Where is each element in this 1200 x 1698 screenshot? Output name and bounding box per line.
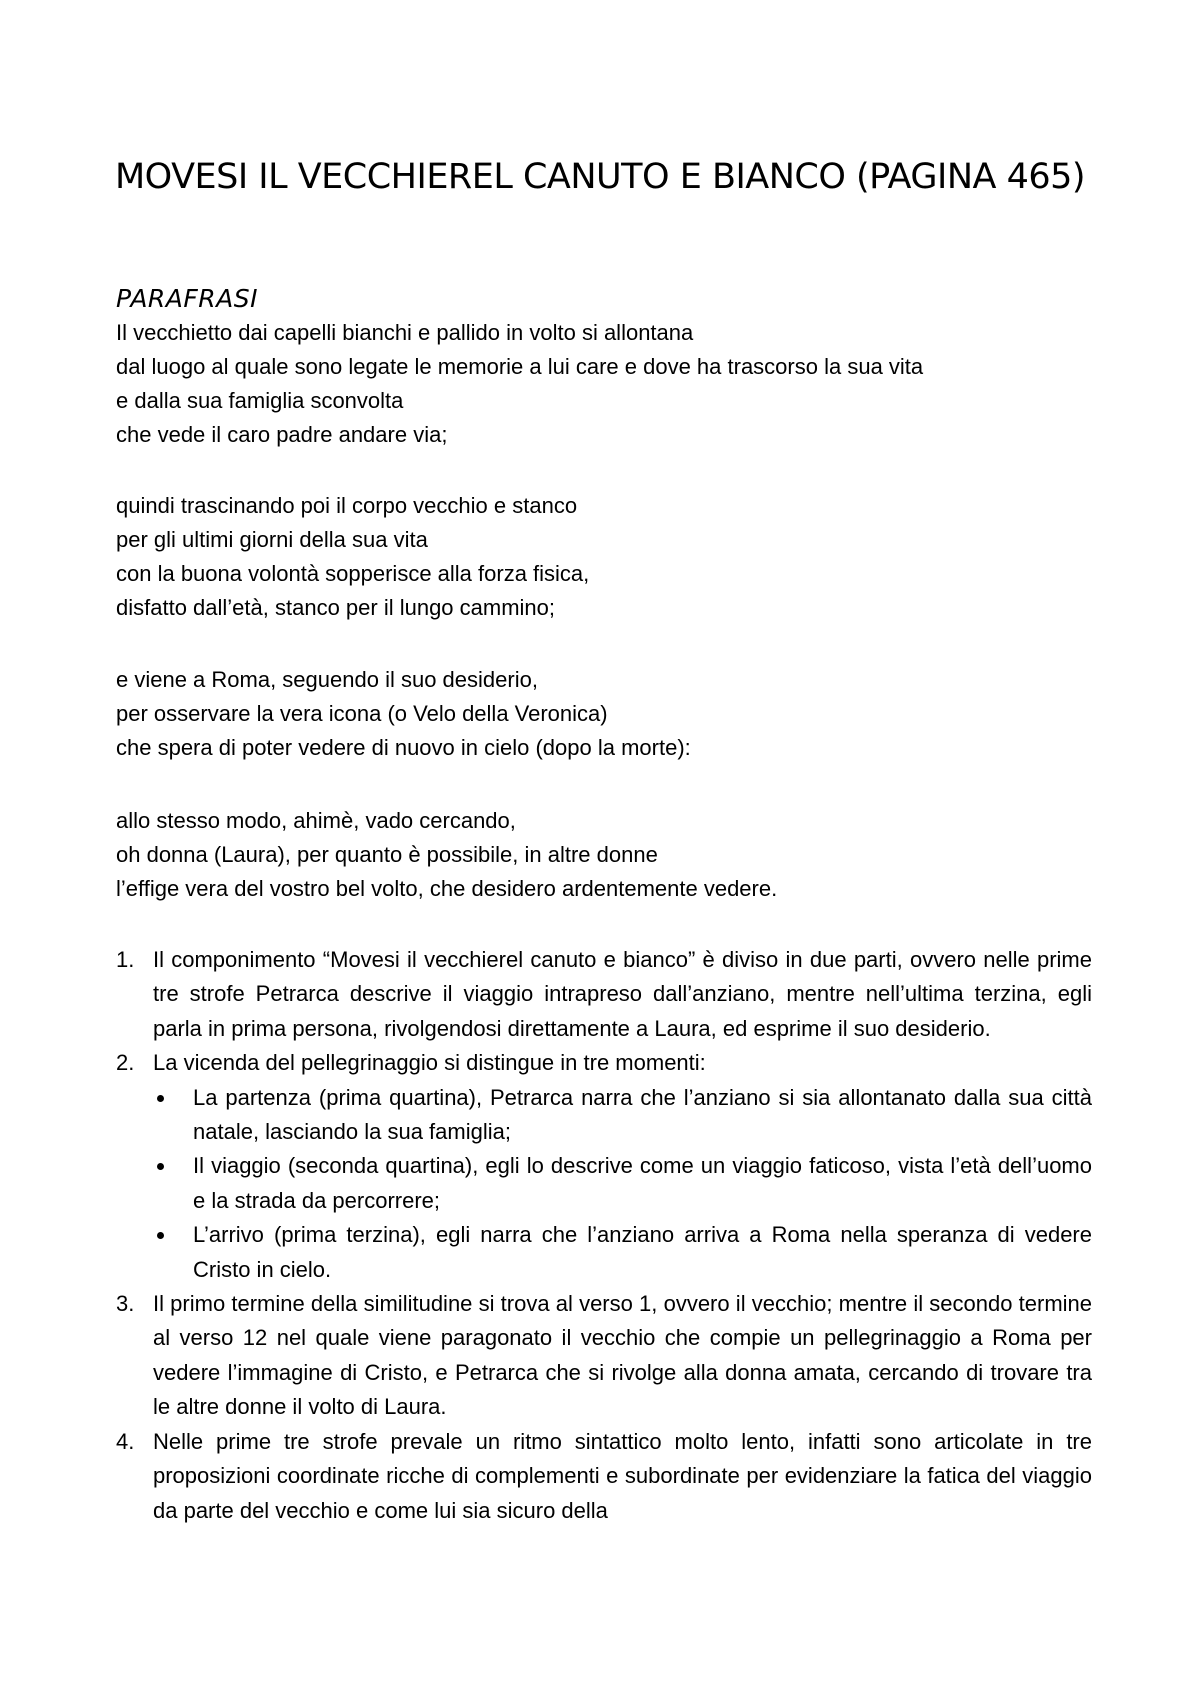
paraphrase-stanza-1 <box>116 316 1096 452</box>
analysis-item-text: La vicenda del pellegrinaggio si distingue in tre momenti: <box>153 1050 706 1076</box>
paraphrase-line: con la buona volontà sopperisce alla forza fisica, <box>116 561 590 586</box>
paraphrase-line: per osservare la vera icona (o Velo della Veronica) <box>116 701 608 726</box>
paraphrase-line: che vede il caro padre andare via; <box>116 422 448 447</box>
analysis-item-4 <box>116 1425 1092 1528</box>
analysis-item-2 <box>116 1046 1092 1080</box>
document-title: MOVESI IL VECCHIEREL CANUTO E BIANCO (PAGINA 465) <box>114 157 1086 197</box>
analysis-item-3 <box>116 1287 1092 1425</box>
analysis-item-text: Nelle prime tre strofe prevale un ritmo sintattico molto lento, infatti sono articolate in tre proposizioni coordinate ricche di complementi e subordinate per evidenziare la fatica del viaggio da parte del vecchio e come lui sia sicuro della <box>153 1428 1092 1523</box>
bullet-text: L’arrivo (prima terzina), egli narra che l’anziano arriva a Roma nella speranza di vedere Cristo in cielo. <box>193 1222 1092 1282</box>
bullet-item-arrivo <box>116 1218 1092 1287</box>
analysis-item-1 <box>116 943 1092 1046</box>
bullet-dot-icon <box>157 1163 164 1170</box>
analysis-numbered-list <box>116 943 1092 1528</box>
paraphrase-line: e viene a Roma, seguendo il suo desiderio, <box>116 667 538 692</box>
paraphrase-line: disfatto dall’età, stanco per il lungo cammino; <box>116 595 556 620</box>
bullet-text: Il viaggio (seconda quartina), egli lo descrive come un viaggio faticoso, vista l’età dell’uomo e la strada da percorrere; <box>193 1153 1092 1213</box>
analysis-item-text: Il primo termine della similitudine si trova al verso 1, ovvero il vecchio; mentre il secondo termine al verso 12 nel quale viene paragonato il vecchio che compie un pellegrinaggio a Roma per vedere l’immagine di Cristo, e Petrarca che si rivolge alla donna amata, cercando di trovare tra le altre donne il volto di Laura. <box>153 1291 1092 1420</box>
paraphrase-line: quindi trascinando poi il corpo vecchio e stanco <box>116 493 578 518</box>
paraphrase-line: allo stesso modo, ahimè, vado cercando, <box>116 808 516 833</box>
list-number: 1. <box>116 947 135 972</box>
list-number: 2. <box>116 1050 135 1076</box>
bullet-dot-icon <box>157 1232 164 1239</box>
paraphrase-stanza-3 <box>116 663 1096 765</box>
bullet-text: La partenza (prima quartina), Petrarca narra che l’anziano si sia allontanato dalla sua città natale, lasciando la sua famiglia; <box>193 1084 1092 1145</box>
paraphrase-stanza-4 <box>116 804 1096 906</box>
list-number: 3. <box>116 1291 135 1317</box>
bullet-item-viaggio <box>116 1149 1092 1218</box>
section-heading-parafrasi: PARAFRASI <box>116 284 258 313</box>
bullet-item-partenza <box>116 1081 1092 1150</box>
paraphrase-line: oh donna (Laura), per quanto è possibile, in altre donne <box>116 842 658 867</box>
paraphrase-stanza-2 <box>116 489 1096 625</box>
bullet-dot-icon <box>157 1095 164 1102</box>
paraphrase-line: per gli ultimi giorni della sua vita <box>116 527 428 552</box>
paraphrase-line: che spera di poter vedere di nuovo in cielo (dopo la morte): <box>116 735 691 760</box>
paraphrase-line: l’effige vera del vostro bel volto, che desidero ardentemente vedere. <box>116 876 778 901</box>
paraphrase-line: Il vecchietto dai capelli bianchi e pallido in volto si allontana <box>116 320 694 345</box>
list-number: 4. <box>116 1428 135 1454</box>
analysis-item-text: Il componimento “Movesi il vecchierel canuto e bianco” è diviso in due parti, ovvero nelle prime tre strofe Petrarca descrive il viaggio intrapreso dall’anziano, mentre nell’ultima terzina, egli parla in prima persona, rivolgendosi direttamente a Laura, ed esprime il suo desiderio. <box>153 947 1092 1041</box>
paraphrase-line: dal luogo al quale sono legate le memorie a lui care e dove ha trascorso la sua vita <box>116 354 924 379</box>
paraphrase-line: e dalla sua famiglia sconvolta <box>116 388 404 413</box>
